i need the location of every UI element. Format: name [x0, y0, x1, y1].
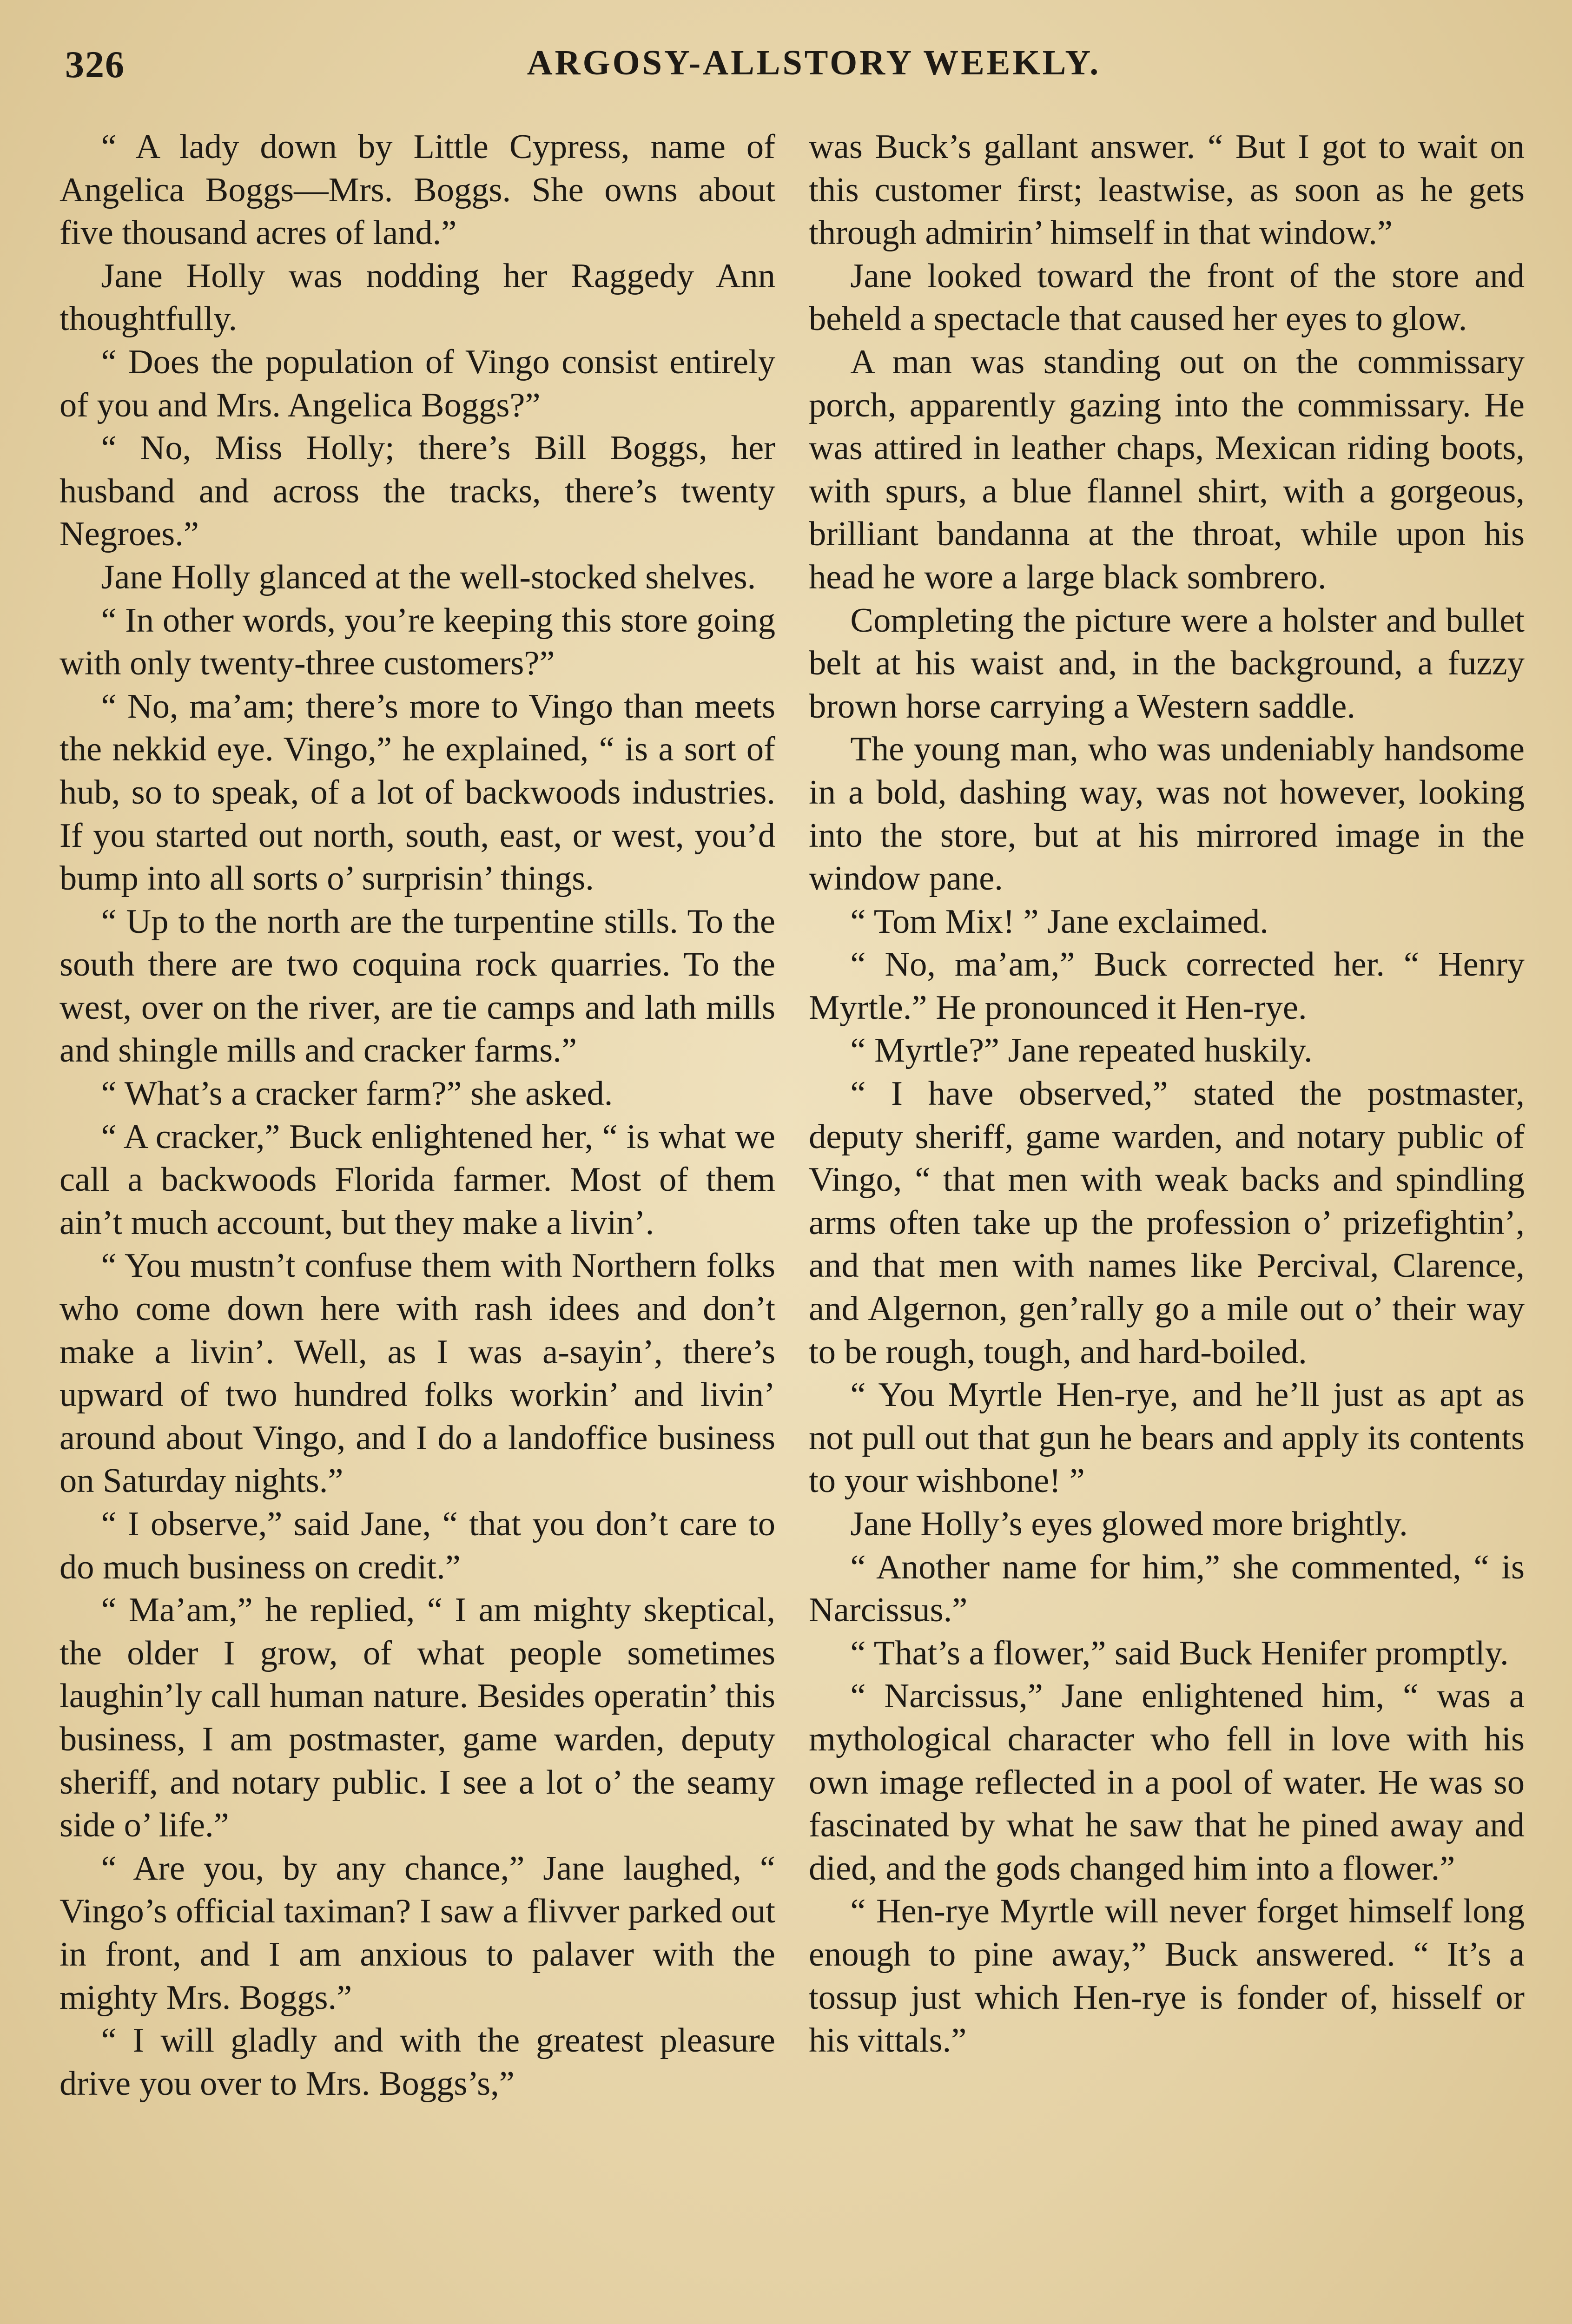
right-column-paragraph: “ Another name for him,” she commented, “ is Narcissus.”	[809, 1548, 1525, 1630]
right-column-paragraph: A man was standing out on the commissary porch, apparently gazing into the commissary. He was attired in leather chaps, Mexican riding boots, with spurs, a blue flannel shirt, with a gorgeous, brilliant bandanna at the throat, while upon his head he wore a large black sombrero.	[809, 343, 1525, 596]
left-column	[59, 125, 775, 2105]
left-column-paragraph: Jane Holly was nodding her Raggedy Ann thoughtfully.	[59, 257, 775, 338]
right-column-paragraph: “ That’s a flower,” said Buck Henifer promptly.	[850, 1634, 1509, 1672]
right-column-paragraph: Completing the picture were a holster and bullet belt at his waist and, in the background, a fuzzy brown horse carrying a Western saddle.	[809, 601, 1525, 726]
running-head: ARGOSY-ALLSTORY WEEKLY.	[527, 43, 1101, 82]
right-column-paragraph: “ Myrtle?” Jane repeated huskily.	[850, 1031, 1313, 1070]
left-column-paragraph: “ I observe,” said Jane, “ that you don’t care to do much business on credit.”	[59, 1505, 775, 1586]
left-column-paragraph: “ Are you, by any chance,” Jane laughed, “ Vingo’s official taximan? I saw a flivver parked out in front, and I am anxious to palaver with the mighty Mrs. Boggs.”	[59, 1849, 775, 2017]
right-column-paragraph: “ Tom Mix! ” Jane exclaimed.	[850, 902, 1268, 941]
right-column-paragraph: was Buck’s gallant answer. “ But I got to wait on this customer first; leastwise, as soon as he gets through admirin’ himself in that window.”	[809, 128, 1525, 252]
left-column-paragraph: “ A cracker,” Buck enlightened her, “ is what we call a backwoods Florida farmer. Most of them ain’t much account, but they make a livin’.	[59, 1117, 775, 1242]
right-column-paragraph: Jane looked toward the front of the store and beheld a spectacle that caused her eyes to glow.	[809, 257, 1525, 338]
page-header	[65, 43, 1507, 94]
left-column-paragraph: “ No, ma’am; there’s more to Vingo than meets the nekkid eye. Vingo,” he explained, “ is a sort of hub, so to speak, of a lot of backwoods industries. If you started out north, south, east, or west, you’d bump into all sorts o’ surprisin’ things.	[59, 687, 775, 898]
right-column-paragraph: “ Narcissus,” Jane enlightened him, “ was a mythological character who fell in love with his own image reflected in a pool of water. He was so fascinated by what he saw that he pined away and died, and the gods changed him into a flower.”	[809, 1677, 1525, 1888]
page-number: 326	[65, 43, 125, 86]
right-column-paragraph: Jane Holly’s eyes glowed more brightly.	[850, 1505, 1408, 1543]
left-column-paragraph: “ Ma’am,” he replied, “ I am mighty skeptical, the older I grow, of what people sometimes laughin’ly call human nature. Besides operatin’ this business, I am postmaster, game warden, deputy sheriff, and notary public. I see a lot o’ the seamy side o’ life.”	[59, 1591, 775, 1845]
left-column-paragraph: “ What’s a cracker farm?” she asked.	[101, 1075, 613, 1113]
right-column-paragraph: The young man, who was undeniably handsome in a bold, dashing way, was not however, looking into the store, but at his mirrored image in the window pane.	[809, 730, 1525, 898]
right-column	[809, 125, 1525, 2062]
left-column-paragraph: “ Up to the north are the turpentine stills. To the south there are two coquina rock quarries. To the west, over on the river, are tie camps and lath mills and shingle mills and cracker farms.”	[59, 902, 775, 1070]
right-column-paragraph: “ No, ma’am,” Buck corrected her. “ Henry Myrtle.” He pronounced it Hen-rye.	[809, 945, 1525, 1027]
left-column-paragraph: “ A lady down by Little Cypress, name of Angelica Boggs—Mrs. Boggs. She owns about five thousand acres of land.”	[59, 128, 775, 252]
left-column-paragraph: “ I will gladly and with the greatest pleasure drive you over to Mrs. Boggs’s,”	[59, 2021, 775, 2103]
right-column-paragraph: “ Hen-rye Myrtle will never forget himself long enough to pine away,” Buck answered. “ It’s a tossup just which Hen-rye is fonder of, hisself or his vittals.”	[809, 1892, 1525, 2060]
right-column-paragraph: “ I have observed,” stated the postmaster, deputy sheriff, game warden, and notary public of Vingo, “ that men with weak backs and spindling arms often take up the profession o’ prizefightin’, and that men with names like Percival, Clarence, and Algernon, gen’rally go a mile out o’ their way to be rough, tough, and hard-boiled.	[809, 1075, 1525, 1371]
left-column-paragraph: “ No, Miss Holly; there’s Bill Boggs, her husband and across the tracks, there’s twenty Negroes.”	[59, 429, 775, 554]
left-column-paragraph: Jane Holly glanced at the well-stocked shelves.	[101, 558, 756, 596]
right-column-paragraph: “ You Myrtle Hen-rye, and he’ll just as apt as not pull out that gun he bears and apply its contents to your wishbone! ”	[809, 1376, 1525, 1500]
left-column-paragraph: “ In other words, you’re keeping this store going with only twenty-three customers?”	[59, 601, 775, 683]
left-column-paragraph: “ Does the population of Vingo consist entirely of you and Mrs. Angelica Boggs?”	[59, 343, 775, 424]
left-column-paragraph: “ You mustn’t confuse them with Northern folks who come down here with rash idees and don’t make a livin’. Well, as I was a-sayin’, there’s upward of two hundred folks workin’ and livin’ around about Vingo, and I do a landoffice business on Saturday nights.”	[59, 1247, 775, 1500]
